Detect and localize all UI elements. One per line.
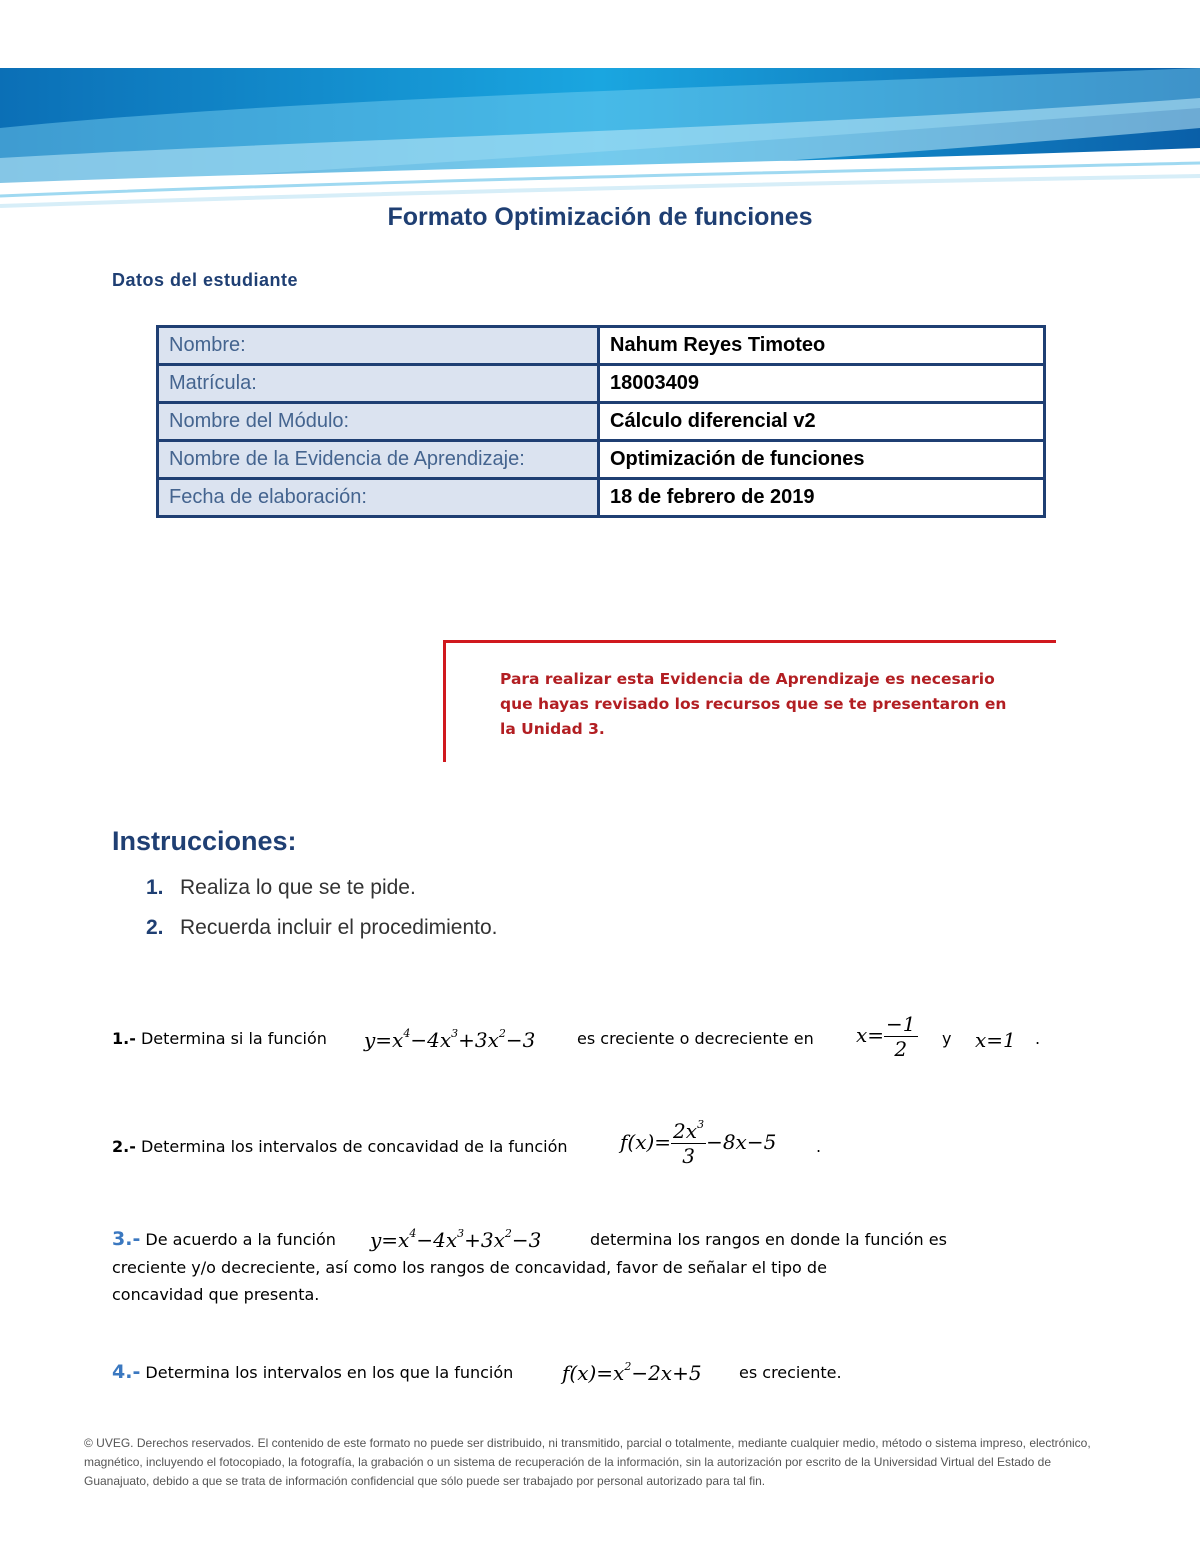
table-row <box>158 365 1045 403</box>
list-number: 2. <box>146 916 164 939</box>
list-number: 1. <box>146 876 164 899</box>
list-text: Recuerda incluir el procedimiento. <box>180 916 498 939</box>
row-value: Nahum Reyes Timoteo <box>599 327 1045 365</box>
equation-q4: $f(x)=x^2-2x+5$ <box>562 1360 702 1385</box>
question-1-text-c: y <box>942 1029 952 1048</box>
header-banner <box>0 68 1200 216</box>
section-label: Datos del estudiante <box>112 270 299 290</box>
question-1-text-b: es creciente o decreciente en <box>577 1029 814 1048</box>
callout-text: Para realizar esta Evidencia de Aprendizaje es necesario que hayas revisado los recursos que se te presentaron en la Unidad 3. <box>500 670 1007 738</box>
equation-q3: $y=x^4-4x^3+3x^2-3$ <box>370 1227 542 1252</box>
question-text: Determina si la función <box>140 1029 327 1048</box>
question-4-text-b: es creciente. <box>739 1363 842 1382</box>
question-3-line-3: concavidad que presenta. <box>112 1285 320 1304</box>
question-2-end: . <box>816 1137 822 1156</box>
question-text: Determina los intervalos de concavidad de la función <box>140 1137 568 1156</box>
row-value: Cálculo diferencial v2 <box>599 403 1045 441</box>
list-item <box>146 876 416 900</box>
question-text: Determina los intervalos en los que la función <box>145 1363 514 1382</box>
question-number: 1.- <box>112 1029 136 1048</box>
question-1-end: . <box>1035 1029 1041 1048</box>
question-3-text <box>112 1228 336 1250</box>
row-label: Nombre: <box>158 327 599 365</box>
table-row <box>158 403 1045 441</box>
question-number: 4.- <box>112 1361 141 1383</box>
list-item <box>146 916 498 940</box>
question-1-text <box>112 1029 327 1048</box>
document-title: Formato Optimización de funciones <box>387 203 813 231</box>
question-text: De acuerdo a la función <box>145 1230 336 1249</box>
row-label: Nombre del Módulo: <box>158 403 599 441</box>
question-number: 3.- <box>112 1228 141 1250</box>
row-value: 18003409 <box>599 365 1045 403</box>
question-number: 2.- <box>112 1137 136 1156</box>
equation-q2: f(x)= $\frac{2x^3}{3}$ −8x−5 <box>620 1118 777 1168</box>
table-row <box>158 327 1045 365</box>
row-value: Optimización de funciones <box>599 441 1045 479</box>
row-label: Nombre de la Evidencia de Aprendizaje: <box>158 441 599 479</box>
equation-q1: $y=x^4-4x^3+3x^2-3$ <box>364 1027 536 1052</box>
student-data-table <box>156 325 1046 518</box>
question-2-text <box>112 1137 568 1156</box>
list-text: Realiza lo que se te pide. <box>180 876 416 899</box>
table-row <box>158 479 1045 517</box>
instructions-title: Instrucciones: <box>112 826 297 856</box>
row-value: 18 de febrero de 2019 <box>599 479 1045 517</box>
table-row <box>158 441 1045 479</box>
row-label: Matrícula: <box>158 365 599 403</box>
copyright-footer: © UVEG. Derechos reservados. El contenido de este formato no puede ser distribuido, ni transmitido, parcial o totalmente, mediante cualquier medio, método o sistema impreso, electrónico, magnético, incluyendo el fotocopiado, la fotografía, la grabación o un sistema de recuperación de la información, sin la autorización por escrito de la Universidad Virtual del Estado de Guanajuato, debido a que se trata de información confidencial que sólo puede ser trabajado por personal autorizado para tal fin. <box>84 1436 1091 1488</box>
question-4-text <box>112 1361 513 1383</box>
equation-x-neg-half: x= $\frac{-1}{2}$ <box>856 1012 916 1061</box>
question-3-line-2: creciente y/o decreciente, así como los rangos de concavidad, favor de señalar el tipo de <box>112 1258 827 1277</box>
row-label: Fecha de elaboración: <box>158 479 599 517</box>
question-3-text-b: determina los rangos en donde la función es <box>590 1230 947 1249</box>
equation-x-one: x=1 <box>975 1028 1016 1052</box>
